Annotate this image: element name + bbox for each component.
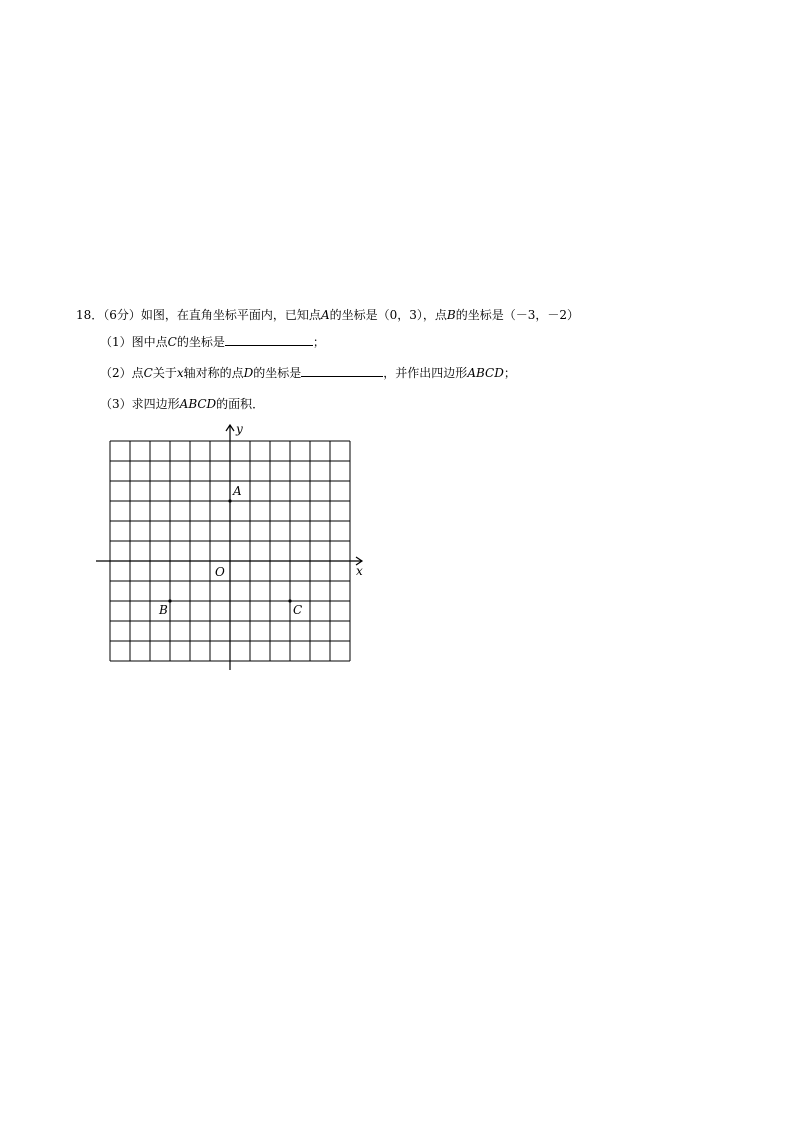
- part-2-axis-x: x: [176, 366, 184, 380]
- part-1-answer-blank[interactable]: [225, 333, 313, 346]
- point-a: [228, 499, 231, 502]
- y-axis-label: y: [236, 422, 243, 436]
- coordinate-grid-figure: [90, 420, 380, 670]
- part-2-quad: ABCD: [467, 366, 504, 380]
- point-b: [168, 599, 171, 602]
- question-stem: [76, 307, 579, 323]
- part-2-answer-blank[interactable]: [301, 364, 383, 377]
- part-2-text-5: ，并作出四边形: [383, 366, 468, 380]
- stem-text-3: 的坐标是（－3，－2）: [455, 308, 579, 322]
- part-1-text-1: 图中点: [131, 335, 168, 349]
- stem-point-a: A: [320, 308, 330, 322]
- part-1-point-c: C: [167, 335, 177, 349]
- part-2-point-d: D: [243, 366, 254, 380]
- part-2-end: ；: [503, 366, 516, 380]
- part-2-text-2: 关于: [152, 366, 177, 380]
- part-3-label: （3）: [100, 397, 132, 411]
- part-1-label: （1）: [100, 335, 132, 349]
- part-3: [100, 396, 264, 412]
- part-2-text-1: 点: [131, 366, 144, 380]
- x-axis-label: x: [356, 564, 363, 578]
- part-2-text-4: 的坐标是: [253, 366, 302, 380]
- part-2-point-c: C: [143, 366, 153, 380]
- part-2: [100, 364, 516, 381]
- question-score: （6分）: [103, 308, 141, 322]
- stem-text-1: 如图，在直角坐标平面内，已知点: [140, 308, 321, 322]
- point-label-a: A: [233, 484, 242, 498]
- stem-text-2: 的坐标是（0，3），点: [329, 308, 447, 322]
- part-3-quad: ABCD: [179, 397, 217, 411]
- part-2-text-3: 轴对称的点: [183, 366, 244, 380]
- part-1: [100, 333, 325, 350]
- part-1-text-2: 的坐标是: [176, 335, 225, 349]
- part-2-label: （2）: [100, 366, 132, 380]
- point-label-b: B: [159, 603, 168, 617]
- point-c: [288, 599, 291, 602]
- part-3-text-2: 的面积．: [216, 397, 265, 411]
- point-label-c: C: [293, 603, 303, 617]
- stem-point-b: B: [446, 308, 456, 322]
- part-3-text-1: 求四边形: [131, 397, 180, 411]
- question-number: 18．: [76, 308, 104, 322]
- origin-label: O: [215, 565, 225, 579]
- part-1-end: ；: [312, 335, 325, 349]
